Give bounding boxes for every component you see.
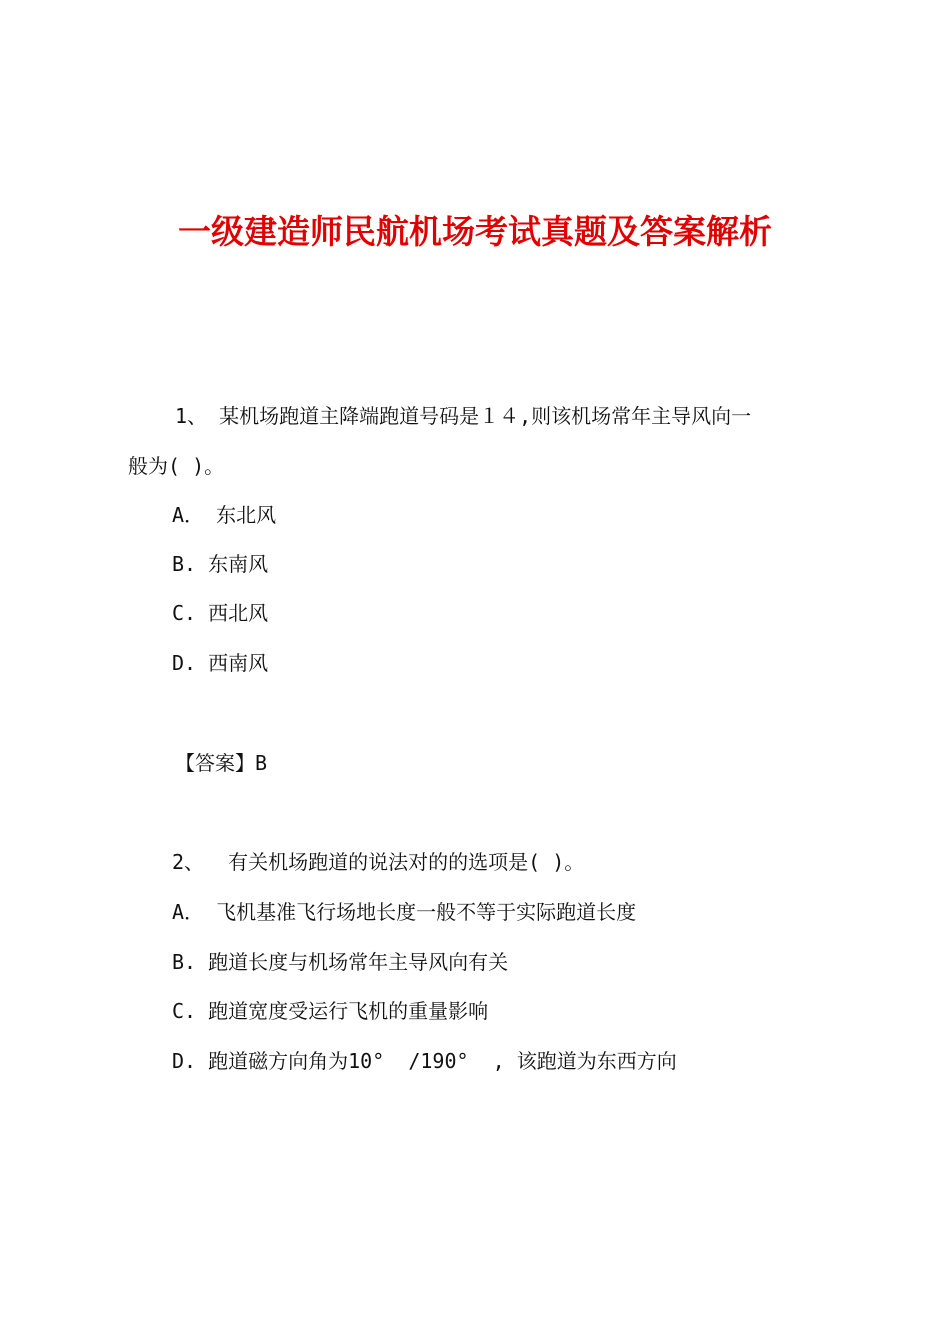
question-2-option-b: B. 跑道长度与机场常年主导风向有关 [172,950,509,974]
question-1-option-a: A． 东北风 [172,503,277,527]
question-2-stem: 2、 有关机场跑道的说法对的的选项是( )。 [172,850,585,874]
question-1-stem: 1、 某机场跑道主降端跑道号码是１４,则该机场常年主导风向一 [175,404,752,428]
question-2-option-c: C. 跑道宽度受运行飞机的重量影响 [172,999,489,1023]
question-1-option-d: D. 西南风 [172,651,269,675]
question-1-option-c: C. 西北风 [172,601,269,625]
question-1-answer: 【答案】B [175,751,268,775]
question-1-stem-continuation: 般为( )。 [128,454,225,478]
document-title: 一级建造师民航机场考试真题及答案解析 [178,212,772,251]
question-2-option-a: A． 飞机基准飞行场地长度一般不等于实际跑道长度 [172,900,637,924]
question-2-option-d: D. 跑道磁方向角为10° /190° , 该跑道为东西方向 [172,1049,677,1073]
question-1-option-b: B. 东南风 [172,552,269,576]
